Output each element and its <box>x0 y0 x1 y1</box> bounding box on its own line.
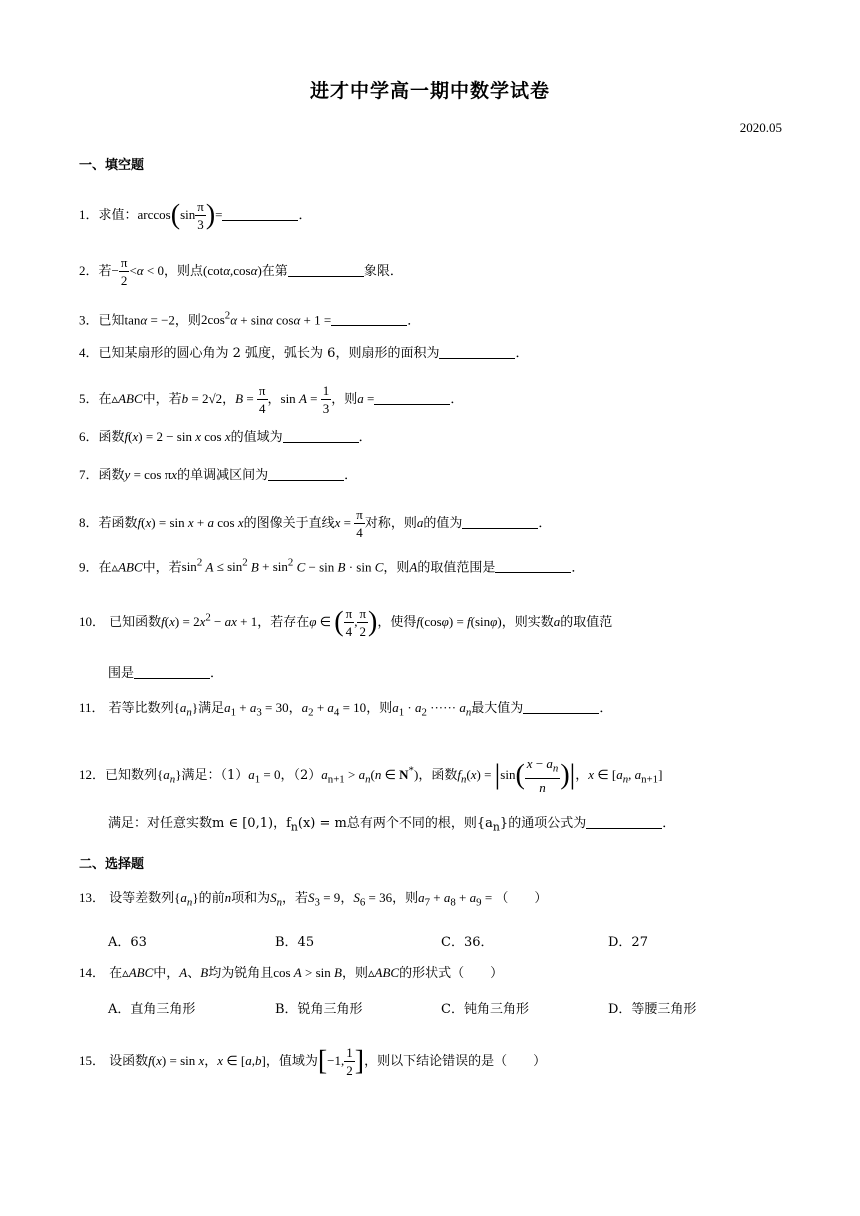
q14-option-c[interactable]: C．钝角三角形 <box>441 1002 529 1017</box>
question-14: 14． 在▵ABC中，A、B均为锐角且cos A > sin B，则▵ABC的形状式（ ） <box>79 965 504 981</box>
answer-blank[interactable] <box>288 262 364 277</box>
question-3: 3．已知tanα = −2，则$2\cos^2\alpha + \sin\alpha$ cosα + 1 = ． <box>79 310 421 329</box>
question-4: 4．已知某扇形的圆心角为 2 弧度，弧长为 6，则扇形的面积为 ． <box>79 345 529 361</box>
question-15: 15． 设函数f(x) = sin x，x ∈ [a,b]，值域为[−1, $\frac{1}{2}$ ]，则以下结论错误的是（ ） <box>79 1045 547 1078</box>
answer-blank[interactable] <box>331 311 407 326</box>
q14-option-b[interactable]: B．锐角三角形 <box>275 1002 363 1017</box>
question-10: 10． 已知函数$f(x) = 2x^2$ − ax + 1，若存在φ ∈ ( $\frac{\pi}{4}$ , $\frac{\pi}{2}$ )，使得f(cosφ) = f(sinφ)，则实数a的取值范 <box>79 606 613 639</box>
answer-blank[interactable] <box>374 390 450 405</box>
question-6: 6．函数f(x) = 2 − sin x cos x的值域为 ． <box>79 429 372 445</box>
question-9: 9．在▵ABC中，若$\sin^2 A \le \sin^2 B + \sin^2 C - \sin B \cdot \sin C$，则A的取值范围是 ． <box>79 557 585 576</box>
q14-option-a[interactable]: A．直角三角形 <box>108 1002 196 1017</box>
q13-option-d[interactable]: D．27 <box>608 935 648 950</box>
question-10-continuation: 围是 ． <box>108 666 224 681</box>
question-2: 2．若− $\frac{\pi}{2}$ <α < 0，则点(cotα,cosα)在第 象限． <box>79 255 403 288</box>
answer-blank[interactable] <box>495 558 571 573</box>
answer-blank[interactable] <box>268 466 344 481</box>
answer-blank[interactable] <box>134 664 210 679</box>
section-fill-in: 一、填空题 <box>79 158 145 173</box>
question-13: 13． 设等差数列$\{a_n\}$的前n项和为$S_n$，若$S_3 = 9$，$S_6 = 36$，则$a_7 + a_8 + a_9$ = （ ） <box>79 890 548 909</box>
question-12-continuation: 满足：对任意实数m ∈ [0,1)，$f_n(x) = m$总有两个不同的根，则$\{a_n\}$的通项公式为 ． <box>108 816 676 834</box>
q13-option-a[interactable]: A．63 <box>108 935 147 950</box>
section-choice: 二、选择题 <box>79 857 145 872</box>
answer-blank[interactable] <box>523 699 599 714</box>
answer-blank[interactable] <box>586 814 662 829</box>
answer-blank[interactable] <box>462 514 538 529</box>
page-title: 进才中学高一期中数学试卷 <box>309 80 550 102</box>
question-12: 12．已知数列$\{a_n\}$满足：$(1)a_1 = 0$，$(2)a_{n+1} > a_n(n$ ∈ N*)，函数$f_n(x) = |\sin$( $\frac{x - a_n}{n}$ )|，x ∈ [$a_n$, $a_{n+1}$] <box>79 756 663 795</box>
answer-blank[interactable] <box>283 428 359 443</box>
question-5: 5．在▵ABC中，若b = 2√2，B = $\frac{\pi}{4}$ ，sin A = $\frac{1}{3}$ ，则a = ． <box>79 383 464 416</box>
exam-date: 2020.05 <box>739 120 782 135</box>
answer-blank[interactable] <box>439 344 515 359</box>
question-1: 1．求值：arccos(sin $\frac{\pi}{3}$ )= ． <box>79 199 312 232</box>
question-8: 8．若函数f(x) = sin x + a cos x的图像关于直线x = $\frac{\pi}{4}$ 对称，则a的值为 ． <box>79 507 552 540</box>
q13-option-c[interactable]: C．36． <box>441 935 494 950</box>
q14-option-d[interactable]: D．等腰三角形 <box>608 1002 697 1017</box>
answer-blank[interactable] <box>222 206 298 221</box>
question-7: 7．函数y = cos πx的单调减区间为 ． <box>79 467 358 483</box>
q13-option-b[interactable]: B．45 <box>275 935 315 950</box>
question-11: 11． 若等比数列$\{a_n\}$满足$a_1 + a_3 = 30$，$a_2 + a_4 = 10$，则$a_1 \cdot a_2$ ······ $a_n$最大值为 ． <box>79 700 613 719</box>
